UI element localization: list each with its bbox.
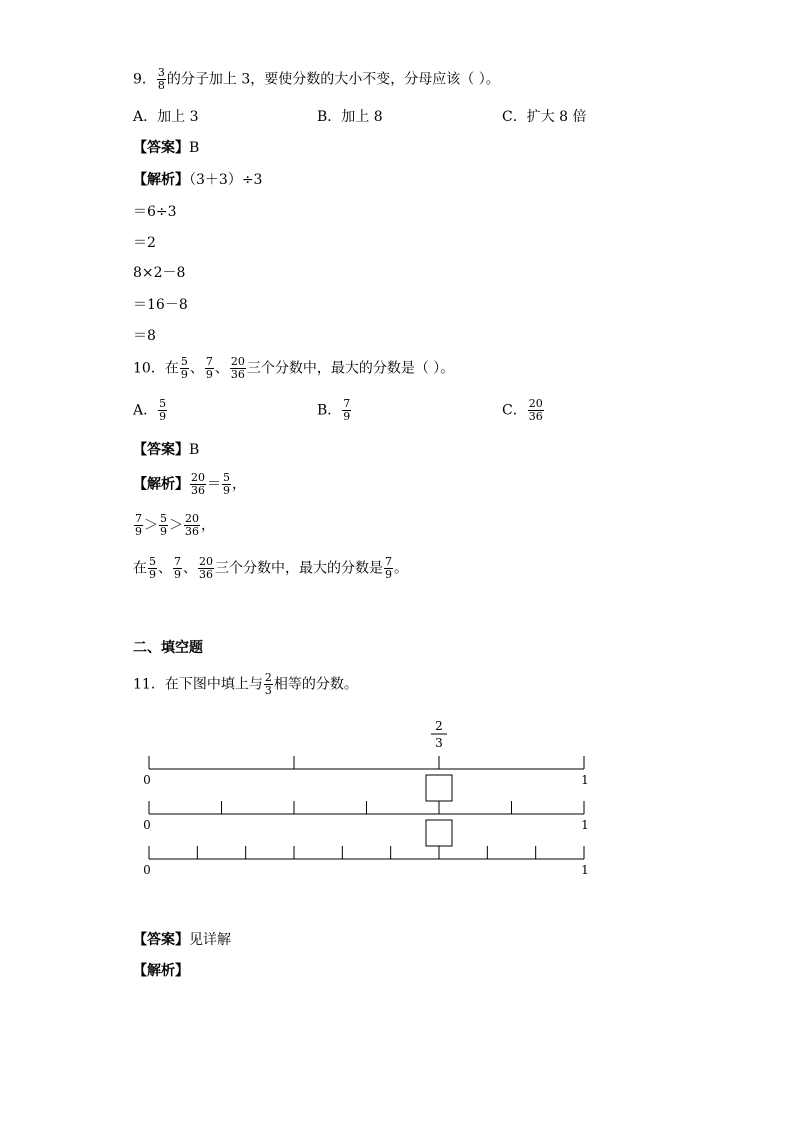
q9-option-b xyxy=(317,109,383,125)
q11-prefix: 11．在下图中填上与 xyxy=(133,676,263,693)
option-letter: C． xyxy=(502,402,527,419)
frac-num: 20 xyxy=(191,471,205,484)
frac-num: 20 xyxy=(528,397,543,410)
answer-tag: 【答案】 xyxy=(133,932,189,948)
number-line-diagram xyxy=(0,710,794,910)
frac-den: 9 xyxy=(223,484,230,497)
frac-num: 20 xyxy=(185,512,199,525)
q10-option-b xyxy=(317,398,352,423)
line-end-label: 1 xyxy=(581,863,589,877)
line-end-label: 1 xyxy=(581,818,589,832)
analysis-tag: 【解析】 xyxy=(133,476,189,493)
q10-analysis-line-1 xyxy=(133,472,246,497)
answer-tag: 【答案】 xyxy=(133,140,189,156)
frac-num: 20 xyxy=(199,555,213,568)
q9-frac-den: 8 xyxy=(157,79,165,92)
frac-den: 36 xyxy=(199,568,213,581)
line-end-label: 1 xyxy=(581,773,589,787)
analysis-step: （3＋3）÷3 xyxy=(189,172,263,188)
separator: 、 xyxy=(214,360,229,377)
option-text: 扩大 8 倍 xyxy=(526,109,587,125)
separator: 、 xyxy=(158,560,172,577)
comma: ， xyxy=(201,517,215,534)
q9-analysis-line-6: ＝8 xyxy=(133,328,156,344)
q9-analysis-line-5: ＝16－8 xyxy=(133,297,188,313)
line-start-label: 0 xyxy=(143,818,151,832)
q9-analysis-line-4: 8×2－8 xyxy=(133,265,186,281)
q9-answer xyxy=(133,140,199,156)
fraction xyxy=(148,556,157,581)
frac-num: 7 xyxy=(135,512,142,525)
line-start-label: 0 xyxy=(143,773,151,787)
q9-option-c xyxy=(502,109,587,125)
frac-den: 36 xyxy=(191,484,205,497)
q10-analysis-line-3 xyxy=(133,556,408,581)
frac-num: 5 xyxy=(223,471,230,484)
option-text: 加上 3 xyxy=(157,109,199,125)
fraction xyxy=(184,513,200,538)
answer-box xyxy=(426,820,452,846)
frac-den: 9 xyxy=(149,568,156,581)
fraction xyxy=(180,356,189,381)
option-letter: A． xyxy=(133,402,158,419)
fraction xyxy=(173,556,182,581)
greater-than-sign: ＞ xyxy=(169,517,183,534)
frac-den: 9 xyxy=(385,568,392,581)
frac-den: 9 xyxy=(159,410,167,423)
frac-num: 5 xyxy=(149,555,156,568)
frac-num: 7 xyxy=(343,397,351,410)
answer-value: B xyxy=(189,140,200,156)
q9-analysis-line-2: ＝6÷3 xyxy=(133,204,177,220)
text: 在 xyxy=(133,560,147,577)
q9-analysis-line-3: ＝2 xyxy=(133,235,156,251)
fraction xyxy=(384,556,393,581)
greater-than-sign: ＞ xyxy=(144,517,158,534)
q10-analysis-line-2 xyxy=(133,513,215,538)
fraction xyxy=(159,513,168,538)
fraction xyxy=(198,556,214,581)
frac-den: 9 xyxy=(343,410,351,423)
frac-den: 9 xyxy=(174,568,181,581)
q10-prefix: 10．在 xyxy=(133,360,179,377)
frac-num: 7 xyxy=(174,555,181,568)
fraction xyxy=(205,356,214,381)
line-start-label: 0 xyxy=(143,863,151,877)
answer-tag: 【答案】 xyxy=(133,442,189,458)
option-letter: B． xyxy=(317,109,342,125)
frac-den: 9 xyxy=(180,368,188,381)
option-letter: A． xyxy=(133,109,158,125)
frac-num: 5 xyxy=(159,397,167,410)
fraction xyxy=(158,398,167,423)
top-label-denominator: 3 xyxy=(435,736,443,750)
option-text: 加上 8 xyxy=(341,109,383,125)
frac-num: 7 xyxy=(385,555,392,568)
fraction xyxy=(342,398,351,423)
q9-fraction xyxy=(157,67,166,92)
frac-num: 5 xyxy=(160,512,167,525)
top-label-numerator: 2 xyxy=(435,719,443,733)
fraction xyxy=(230,356,246,381)
fraction xyxy=(528,398,544,423)
q10-stem xyxy=(133,356,454,381)
q11-answer xyxy=(133,932,231,948)
q11-suffix: 相等的分数。 xyxy=(273,676,358,693)
frac-den: 3 xyxy=(264,684,272,697)
fraction xyxy=(134,513,143,538)
separator: 、 xyxy=(183,560,197,577)
q10-suffix: 三个分数中，最大的分数是（ ）。 xyxy=(246,360,455,377)
frac-num: 2 xyxy=(264,671,272,684)
text: 三个分数中，最大的分数是 xyxy=(215,560,383,577)
frac-num: 20 xyxy=(230,355,245,368)
q9-number: 9． xyxy=(133,71,156,88)
q9-stem xyxy=(133,67,500,92)
frac-den: 9 xyxy=(135,525,142,538)
fraction xyxy=(222,472,231,497)
q11-stem xyxy=(133,672,358,697)
option-letter: C． xyxy=(502,109,527,125)
frac-den: 9 xyxy=(160,525,167,538)
analysis-tag: 【解析】 xyxy=(133,172,189,188)
answer-value: B xyxy=(189,442,200,458)
option-letter: B． xyxy=(317,402,342,419)
frac-den: 9 xyxy=(205,368,213,381)
separator: 、 xyxy=(189,360,204,377)
q9-frac-num: 3 xyxy=(157,66,165,79)
section-title: 二、填空题 xyxy=(133,640,203,656)
q9-text: 的分子加上 3，要使分数的大小不变，分母应该（ ）。 xyxy=(166,71,500,88)
q10-answer xyxy=(133,442,199,458)
q11-analysis xyxy=(133,963,189,979)
analysis-tag: 【解析】 xyxy=(133,963,189,979)
q9-option-a xyxy=(133,109,198,125)
q10-option-c xyxy=(502,398,545,423)
equals-sign: ＝ xyxy=(207,476,221,493)
frac-den: 36 xyxy=(230,368,245,381)
answer-value: 见详解 xyxy=(189,932,231,948)
frac-den: 36 xyxy=(528,410,543,423)
frac-den: 36 xyxy=(185,525,199,538)
comma: ， xyxy=(232,476,246,493)
frac-num: 7 xyxy=(205,355,213,368)
period: 。 xyxy=(394,560,408,577)
q10-option-a xyxy=(133,398,168,423)
fraction xyxy=(190,472,206,497)
answer-box xyxy=(426,775,452,801)
fraction xyxy=(264,672,273,697)
frac-num: 5 xyxy=(180,355,188,368)
q9-analysis-line-1 xyxy=(133,172,262,188)
